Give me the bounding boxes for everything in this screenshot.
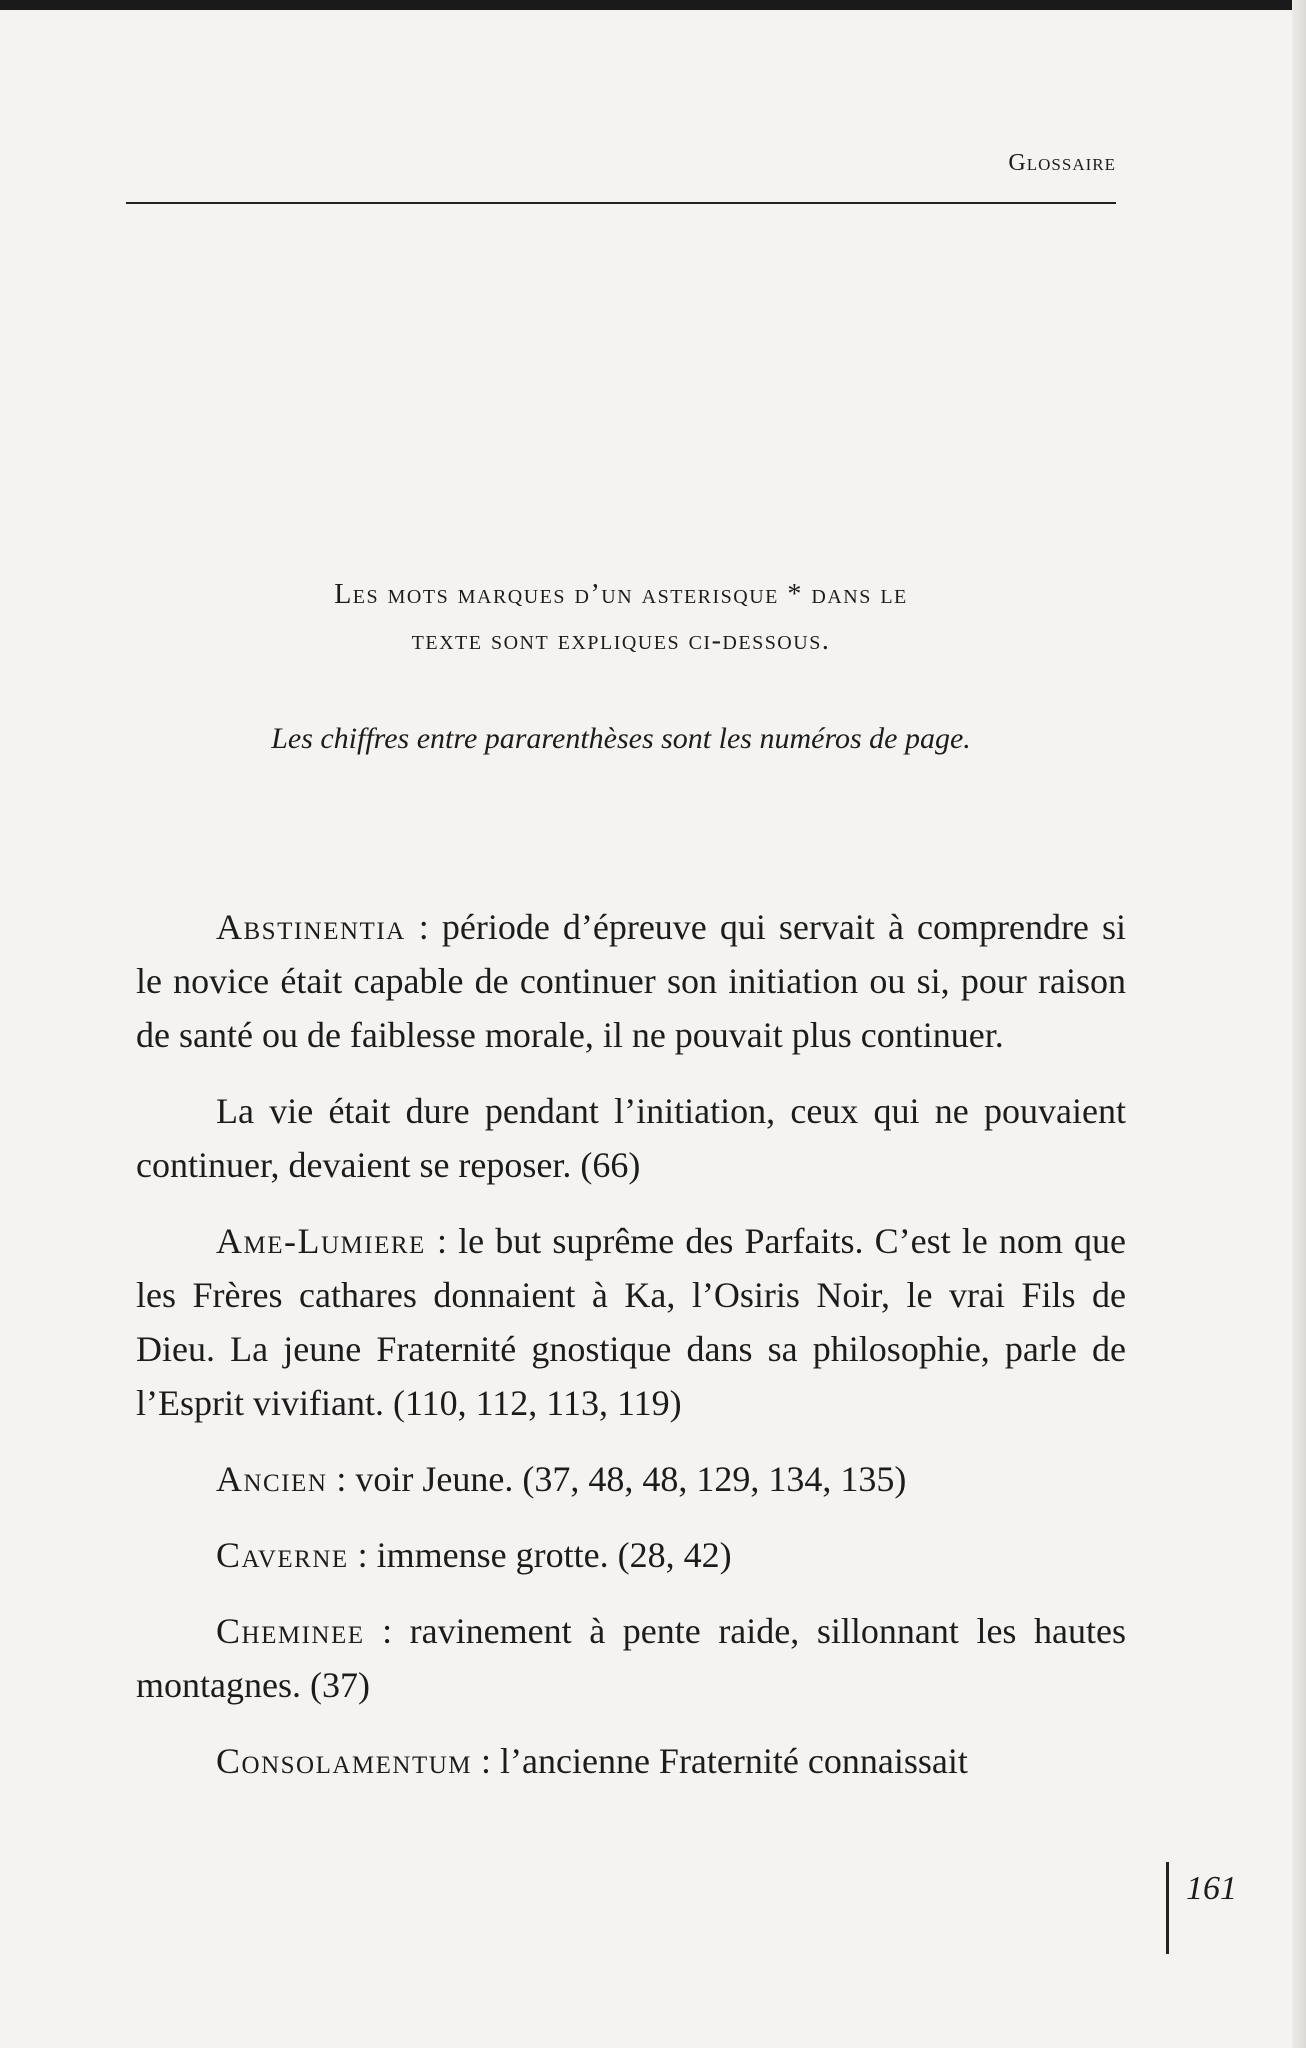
entry-definition: : ravinement à pente raide, sillonnant les hautes montagnes. (37) bbox=[136, 1611, 1126, 1705]
page-right-edge bbox=[1292, 0, 1306, 2048]
entry-term: Cheminee bbox=[216, 1611, 365, 1651]
entry-term: Caverne bbox=[216, 1535, 349, 1575]
notice-line-1: Les mots marques d’un asterisque * dans le bbox=[334, 579, 908, 610]
page-number-rule bbox=[1166, 1862, 1169, 1954]
entry-term: Consolamentum bbox=[216, 1741, 473, 1781]
header-rule bbox=[126, 202, 1116, 204]
glossary-notice bbox=[126, 572, 1116, 664]
entry-definition: : immense grotte. (28, 42) bbox=[348, 1535, 732, 1575]
glossary-entry bbox=[136, 1452, 1126, 1506]
page-number: 161 bbox=[1186, 1870, 1237, 1907]
notice-line-2: texte sont expliques ci-dessous. bbox=[411, 625, 831, 656]
running-title: Glossaire bbox=[1008, 150, 1116, 176]
entry-definition: : voir Jeune. (37, 48, 48, 129, 134, 135) bbox=[327, 1459, 907, 1499]
glossary-entry bbox=[136, 900, 1126, 1062]
glossary-paragraph bbox=[136, 1084, 1126, 1192]
glossary-entry bbox=[136, 1734, 1126, 1788]
glossary-entries bbox=[136, 900, 1126, 1810]
glossary-entry bbox=[136, 1604, 1126, 1712]
glossary-entry bbox=[136, 1214, 1126, 1430]
entry-term: Ame-Lumiere bbox=[216, 1221, 426, 1261]
page-top-edge bbox=[0, 0, 1306, 10]
entry-definition: : le but suprême des Parfaits. C’est le nom que les Frères cathares donnaient à Ka, l’Osiris Noir, le vrai Fils de Dieu. La jeune Fraternité gnostique dans sa philosophie, parle de l’Esprit vivifiant. (110, 112, 113, 119) bbox=[136, 1221, 1126, 1423]
page-number-note: Les chiffres entre pararenthèses sont les numéros de page. bbox=[271, 722, 971, 755]
entry-definition: : période d’épreuve qui servait à comprendre si le novice était capable de continuer son initiation ou si, pour raison de santé ou de faiblesse morale, il ne pouvait plus continuer. bbox=[136, 907, 1126, 1055]
entry-term: Abstinentia bbox=[216, 907, 406, 947]
entry-term: Ancien bbox=[216, 1459, 328, 1499]
entry-definition: : l’ancienne Fraternité connaissait bbox=[472, 1741, 968, 1781]
glossary-entry bbox=[136, 1528, 1126, 1582]
entry-definition: La vie était dure pendant l’initiation, ceux qui ne pouvaient continuer, devaient se reposer. (66) bbox=[136, 1091, 1126, 1185]
